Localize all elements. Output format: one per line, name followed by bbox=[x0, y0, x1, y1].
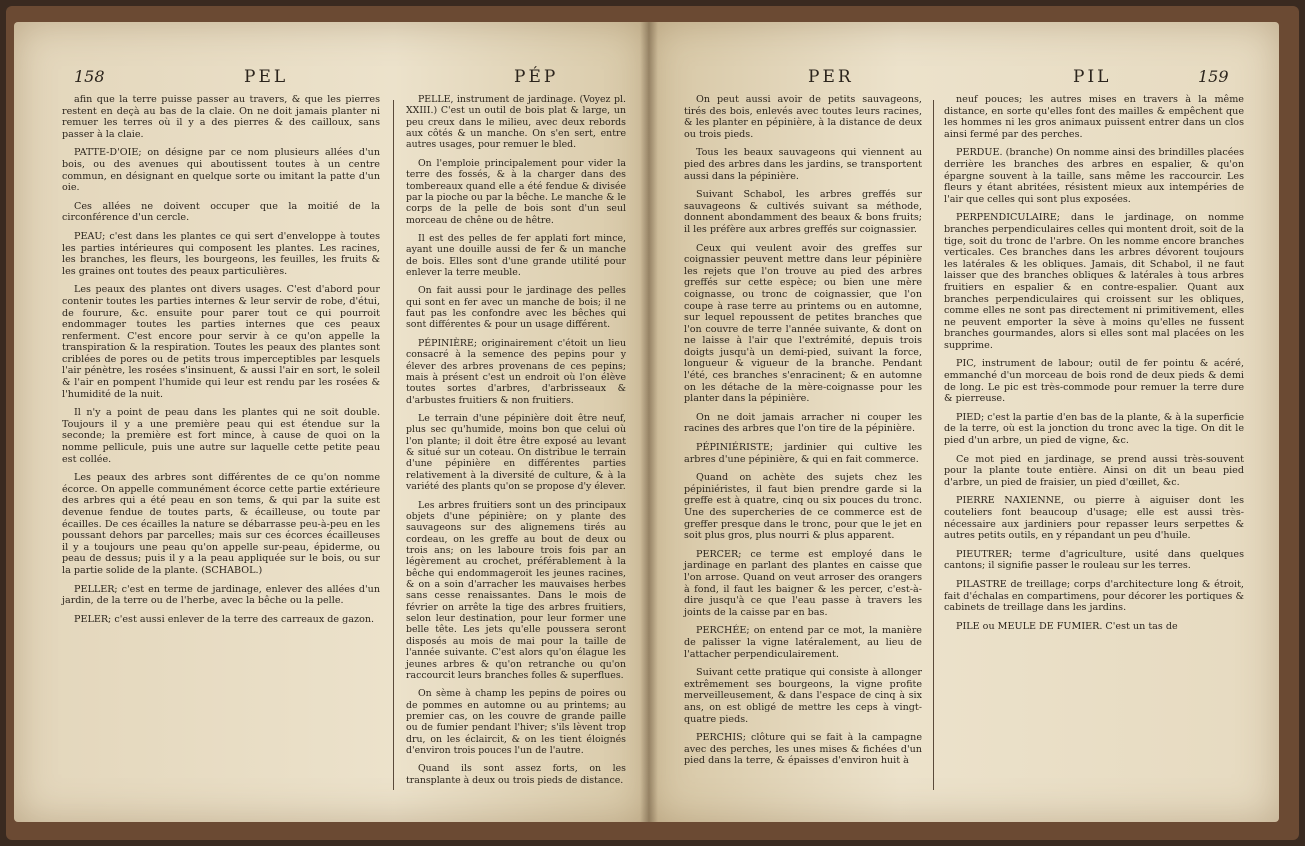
paragraph: PERPENDICULAIRE; dans le jardinage, on nomme branches perpendiculaires celles qui montent droit, soit de la tige, soit du tronc de l'arbre. On les nomme encore branches verticales. Ces branches dans les arbres dévorent toujours les latérales & les obliques. Jamais, dit Schabol, il ne faut laisser que des branches obliques & latérales à tous arbres fruitiers en espalier & en contre-espalier. Quant aux branches perpendiculaires qui croissent sur les obliques, comme elles ne sont pas directement ni primitivement, elles ne peuvent emporter la sève à moins qu'elles ne fussent branches gourmandes, alors si elles sont mal placées on les supprime. bbox=[944, 212, 1244, 351]
paragraph: afin que la terre puisse passer au travers, & que les pierres restent en deçà au bas de la claie. On ne doit jamais planter ni remuer les terres où il y a des pierres & des cailloux, sans passer à la claie. bbox=[62, 94, 380, 140]
paragraph: PATTE-D'OIE; on désigne par ce nom plusieurs allées d'un bois, ou des avenues qui aboutissent toutes à un centre commun, en désignant en quelque sorte ou imitant la patte d'un oie. bbox=[62, 147, 380, 194]
right-column-1 bbox=[684, 94, 922, 774]
left-page-header bbox=[74, 67, 634, 93]
left-column-1 bbox=[62, 94, 380, 632]
left-column-2 bbox=[406, 94, 626, 793]
paragraph: PELLE, instrument de jardinage. (Voyez pl. XXIII.) C'est un outil de bois plat & large, un peu creux dans le milieu, avec deux rebords aux côtés & un manche. On s'en sert, entre autres usages, pour remuer le bled. bbox=[406, 94, 626, 151]
paragraph: Suivant Schabol, les arbres greffés sur sauvageons & cultivés suivant sa méthode, donnent abondamment des beaux & bons fruits; il les préfère aux arbres greffés sur coignassier. bbox=[684, 189, 922, 235]
paragraph: Ces allées ne doivent occuper que la moitié de la circonférence d'un cercle. bbox=[62, 200, 380, 224]
paragraph: PIED; c'est la partie d'en bas de la plante, & à la superficie de la terre, où est la jonction du tronc avec la tige. On dit le pied d'un arbre, un pied de vigne, &c. bbox=[944, 411, 1244, 447]
paragraph: PELLER; c'est en terme de jardinage, enlever des allées d'un jardin, de la terre ou de l'herbe, avec la bêche ou la pelle. bbox=[62, 583, 380, 607]
paragraph: PEAU; c'est dans les plantes ce qui sert d'enveloppe à toutes les parties intérieures qui composent les plantes. Les racines, les branches, les fleurs, les bourgeons, les feuilles, les fruits & les graines ont toutes des peaux particulières. bbox=[62, 230, 380, 277]
paragraph: Il est des pelles de fer applati fort mince, ayant une douille aussi de fer & un manche de bois. Elles sont d'une grande utilité pour enlever la terre meuble. bbox=[406, 232, 626, 279]
paragraph: Il n'y a point de peau dans les plantes qui ne soit double. Toujours il y a une première peau qui est étendue sur la seconde; la première est fort mince, à cause de quoi on la nomme pellicule, puis une autre sur laquelle cette petite peau est collée. bbox=[62, 407, 380, 465]
right-header-keyword-1: PER bbox=[808, 67, 854, 87]
paragraph: PERCHIS; clôture qui se fait à la campagne avec des perches, les unes mises & fichées d'un pied dans la terre, & épaisses d'environ huit à bbox=[684, 732, 922, 767]
paragraph: PELER; c'est aussi enlever de la terre des carreaux de gazon. bbox=[74, 613, 375, 625]
paragraph: Ceux qui veulent avoir des greffes sur coignassier peuvent mettre dans leur pépinière les rejets que l'on trouve au pied des arbres greffés sur cette espèce; ou bien une mère coignasse, ou tronc de coignassier, que l'on coupe à rase terre au printems ou en automne, sur lequel repoussent de petites branches que l'on couvre de terre l'année suivante, & dont on ne laisse à l'air que l'extrémité, depuis trois doigts jusqu'à un demi-pied, suivant la force, longueur & vigueur de la branche. Pendant l'été, ces branches s'enracinent; & en automne on les détache de la mère-coignasse pour les planter dans la pépinière. bbox=[684, 242, 922, 405]
paragraph: Suivant cette pratique qui consiste à allonger extrêmement ses bourgeons, la vigne profite merveilleusement, & dans l'espace de cinq à six ans, on est obligé de mettre les ceps à vingt-quatre pieds. bbox=[684, 667, 922, 725]
paragraph: On fait aussi pour le jardinage des pelles qui sont en fer avec un manche de bois; il ne faut pas les confondre avec les bêches qui sont différentes & pour un usage différent. bbox=[406, 285, 626, 331]
paragraph: Les arbres fruitiers sont un des principaux objets d'une pépinière; on y plante des sauvageons sur des alignemens tirés au cordeau, on les greffe au bout de deux ou trois ans; on les laboure trois fois par an légèrement au crochet, préférablement à la bêche qui endommageroit les jeunes racines, & on a soin d'arracher les mauvaises herbes sans cesse renaissantes. Dans le mois de février on arrête la tige des arbres fruitiers, selon leur destination, pour leur former une belle tête. Les jets qu'elle poussera seront disposés au mois de mai pour la taille de l'année suivante. C'est alors qu'on élague les jeunes arbres & qu'on retranche ou qu'on raccourcit leurs branches folles & superflues. bbox=[406, 499, 626, 681]
paragraph: PERCER; ce terme est employé dans le jardinage en parlant des plantes en caisse que l'on arrose. Quand on veut arroser des orangers à fond, il faut les baigner & les percer, c'est-à-dire jusqu'à ce que l'eau passe à travers les joints de la caisse par en bas. bbox=[684, 548, 922, 618]
paragraph: neuf pouces; les autres mises en travers à la même distance, en sorte qu'elles font des mailles & empêchent que les hommes ni les gros animaux puissent entrer dans un clos ainsi fermé par des perches. bbox=[944, 94, 1244, 140]
paragraph: PIEUTRER; terme d'agriculture, usité dans quelques cantons; il signifie passer le rouleau sur les terres. bbox=[944, 548, 1244, 572]
column-divider bbox=[393, 100, 394, 790]
paragraph: Tous les beaux sauvageons qui viennent au pied des arbres dans les jardins, se transportent aussi dans la pépinière. bbox=[684, 147, 922, 182]
book-gutter bbox=[640, 22, 658, 822]
column-divider bbox=[933, 100, 934, 790]
right-page bbox=[648, 22, 1279, 822]
paragraph: PERDUE. (branche) On nomme ainsi des brindilles placées derrière les branches des arbres en espalier, & qu'on épargne souvent à la taille, sans même les raccourcir. Les fleurs y étant abritées, résistent mieux aux intempéries de l'air que celles qui sont plus exposées. bbox=[944, 147, 1244, 205]
left-header-keyword-2: PÉP bbox=[514, 67, 559, 87]
paragraph: On l'emploie principalement pour vider la terre des fossés, & à la charger dans des tombereaux quand elle a été fendue & divisée par la pioche ou par la bêche. Le manche & le corps de la pelle de bois sont d'un seul morceau de chêne ou de hêtre. bbox=[406, 157, 626, 226]
paragraph: PIERRE NAXIENNE, ou pierre à aiguiser dont les couteliers font beaucoup d'usage; elle est aussi très-nécessaire aux jardiniers pour repasser leurs serpettes & autres petits outils, en y répandant un peu d'huile. bbox=[944, 495, 1244, 542]
right-column-2 bbox=[944, 94, 1244, 639]
paragraph: PILASTRE de treillage; corps d'architecture long & étroit, fait d'échalas en compartimens, pour décorer les portiques & cabinets de treillage dans les jardins. bbox=[944, 578, 1244, 614]
left-page bbox=[14, 22, 648, 822]
paragraph: On ne doit jamais arracher ni couper les racines des arbres que l'on tire de la pépinière. bbox=[684, 411, 922, 435]
paragraph: PÉPINIÈRE; originairement c'étoit un lieu consacré à la semence des pepins pour y élever des arbres provenans de ces pepins; mais à présent c'est un endroit où l'on élève toutes sortes d'arbres, d'arbrisseaux & d'arbustes fruitiers & non fruitiers. bbox=[406, 337, 626, 406]
paragraph: PERCHÉE; on entend par ce mot, la manière de palisser la vigne latéralement, au lieu de l'attacher perpendiculairement. bbox=[684, 625, 922, 660]
paragraph: PÉPINIÉRISTE; jardinier qui cultive les arbres d'une pépinière, & qui en fait commerce. bbox=[684, 442, 922, 465]
paragraph: PIC, instrument de labour; outil de fer pointu & acéré, emmanché d'un morceau de bois rond de deux pieds & demi de long. Le pic est très-commode pour remuer la terre dure & pierreuse. bbox=[944, 358, 1244, 405]
right-header-keyword-2: PIL bbox=[1073, 67, 1112, 87]
left-header-keyword-1: PEL bbox=[244, 67, 289, 87]
right-page-number: 159 bbox=[1198, 67, 1229, 86]
paragraph: Les peaux des plantes ont divers usages. C'est d'abord pour contenir toutes les parties internes & leur servir de robe, d'étui, de fourure, &c. ensuite pour parer tout ce qui pourroit endommager toutes les parties internes que ces peaux renferment. C'est encore pour servir à ce qu'on appelle la transpiration & la respiration. Toutes les peaux des plantes sont criblées de pores ou de petits trous imperceptibles par lesquels l'air pénètre, les rosées s'insinuent, & aussi l'air en sort, le soleil & l'air en pompent l'humide qui leur est rendu par les rosées & l'humidité de la nuit. bbox=[62, 284, 380, 400]
right-page-header bbox=[678, 67, 1248, 93]
paragraph: Le terrain d'une pépinière doit être neuf, plus sec qu'humide, moins bon que celui où l'on plante; il doit être être exposé au levant & situé sur un coteau. On distribue le terrain d'une pépinière en différentes parties relativement à la diversité de culture, & à la variété des plants qu'on se propose d'y élever. bbox=[406, 412, 626, 493]
paragraph: On sème à champ les pepins de poires ou de pommes en automne ou au printems; au premier cas, on les couvre de grande paille ou de fumier pendant l'hiver; s'ils lèvent trop dru, on les éclaircit, & on les tient éloignés d'environ trois pouces l'un de l'autre. bbox=[406, 688, 626, 757]
paragraph: PILE ou MEULE DE FUMIER. C'est un tas de bbox=[956, 620, 1178, 632]
paragraph: Les peaux des arbres sont différentes de ce qu'on nomme écorce. On appelle communément écorce cette partie extérieure des arbres qui a été peau en son tems, & qui par la suite est devenue fendue de toutes parts, & écailleuse, ou toute par écailles. De ces écailles la nature se débarrasse peu-à-peu en les poussant dehors par parcelles; mais sur ces écorces écailleuses il y a toujours une peau qu'on appelle sur-peau, épiderme, ou peau de dessus; puis il y a la peau appliquée sur le bois, ou sur la partie solide de la plante. (SCHABOL.) bbox=[62, 472, 380, 576]
paragraph: On peut aussi avoir de petits sauvageons, tirés des bois, enlevés avec toutes leurs racines, & les planter en pépinière, à la distance de deux ou trois pieds. bbox=[684, 94, 922, 140]
paragraph: Quand ils sont assez forts, on les transplante à deux ou trois pieds de distance. bbox=[406, 763, 626, 786]
left-page-number: 158 bbox=[74, 67, 105, 86]
paragraph: Ce mot pied en jardinage, se prend aussi très-souvent pour la plante toute entière. Ainsi on dit un beau pied d'arbre, un pied de fraisier, un pied d'œillet, &c. bbox=[944, 453, 1244, 488]
paragraph: Quand on achète des sujets chez les pépiniéristes, il faut bien prendre garde si la greffe est à quatre, cinq ou six pouces du tronc. Une des supercheries de ce commerce est de greffer presque dans le tronc, pour que le jet en soit plus gros, plus nourri & plus apparent. bbox=[684, 472, 922, 542]
